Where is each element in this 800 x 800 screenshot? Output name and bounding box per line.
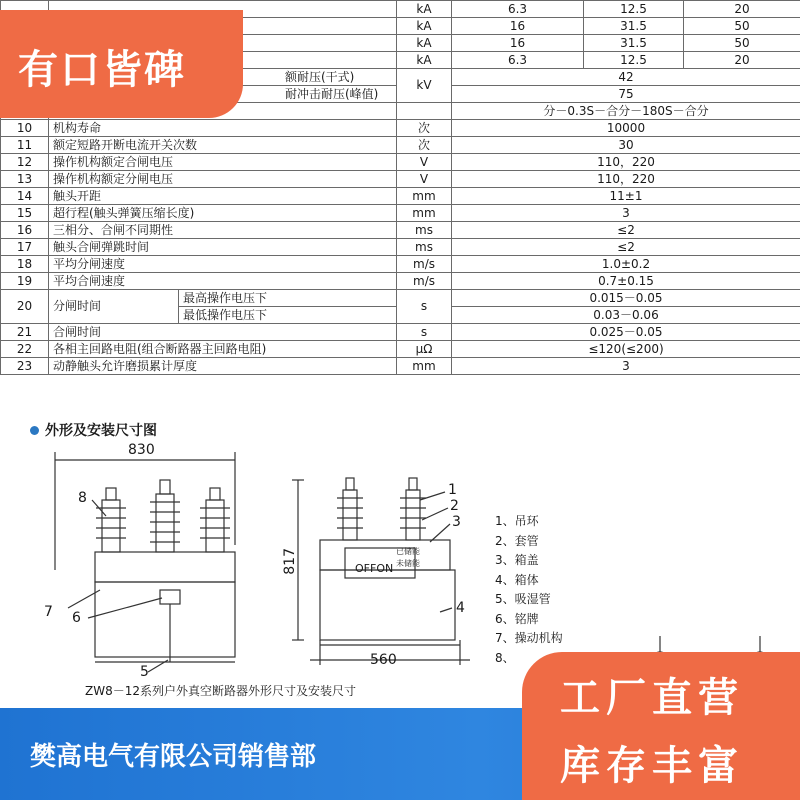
table-row: kA 6.3 12.5 20 bbox=[1, 52, 800, 69]
legend-item: 8、 bbox=[495, 650, 515, 665]
panel-label-uncharged: 未储能 bbox=[396, 559, 420, 568]
badge-right bbox=[522, 652, 800, 800]
table-row: 最低操作电压下 0.03－0.06 bbox=[1, 307, 800, 324]
callout-7: 7 bbox=[44, 604, 53, 620]
legend-item: 3、箱盖 bbox=[495, 553, 539, 567]
side-bushing-left bbox=[337, 478, 363, 540]
legend-item: 1、吊环 bbox=[495, 514, 539, 528]
drawing-caption: ZW8－12系列户外真空断路器外形尺寸及安装尺寸 bbox=[85, 684, 356, 698]
table-row: 17 触头合闸弹跳时间 ms ≤2 bbox=[1, 239, 800, 256]
table-row: 耐冲击耐压(峰值) 75 bbox=[1, 86, 800, 103]
table-row: 18 平均分闸速度 m/s 1.0±0.2 bbox=[1, 256, 800, 273]
table-row: 14 触头开距 mm 11±1 bbox=[1, 188, 800, 205]
badge-right-line2: 库存丰富 bbox=[560, 743, 744, 789]
front-bushing-left bbox=[96, 488, 126, 552]
callout-1: 1 bbox=[448, 482, 457, 498]
badge-right-line1: 工厂直营 bbox=[560, 675, 744, 721]
dimension-width-front: 830 bbox=[128, 442, 155, 458]
table-row: 分－0.3S－合分－180S－合分 bbox=[1, 103, 800, 120]
table-row: 额耐压(干式) kV 42 bbox=[1, 69, 800, 86]
dimension-width-base: 560 bbox=[370, 652, 397, 668]
side-bushing-right bbox=[400, 478, 426, 540]
section-heading bbox=[30, 420, 157, 440]
front-bushing-middle bbox=[150, 480, 180, 552]
bullet-dot-icon bbox=[30, 426, 39, 435]
table-row: 15 超行程(触头弹簧压缩长度) mm 3 bbox=[1, 205, 800, 222]
callout-8: 8 bbox=[78, 490, 87, 506]
panel-label-charged: 已储能 bbox=[396, 547, 420, 556]
table-row: 21 合闸时间 s 0.025－0.05 bbox=[1, 324, 800, 341]
section-title: 外形及安装尺寸图 bbox=[45, 423, 157, 439]
table-row: kA 16 31.5 50 bbox=[1, 35, 800, 52]
table-row: 16 三相分、合闸不同期性 ms ≤2 bbox=[1, 222, 800, 239]
callout-4: 4 bbox=[456, 600, 465, 616]
legend-item: 6、铭牌 bbox=[495, 611, 539, 626]
table-row: kA 6.3 12.5 20 bbox=[1, 1, 800, 18]
legend-item: 5、吸湿管 bbox=[495, 592, 551, 606]
callout-6: 6 bbox=[72, 610, 81, 626]
badge-top bbox=[0, 10, 243, 118]
table-row: 11 额定短路开断电流开关次数 次 30 bbox=[1, 137, 800, 154]
legend-item: 2、套管 bbox=[495, 533, 539, 548]
table-row: 13 操作机构额定分闸电压 V 110，220 bbox=[1, 171, 800, 188]
callout-3: 3 bbox=[452, 514, 461, 530]
panel-text: OFFON bbox=[355, 562, 394, 575]
parts-legend bbox=[495, 512, 563, 668]
legend-item: 7、操动机构 bbox=[495, 631, 563, 645]
table-row: 10 机构寿命 次 10000 bbox=[1, 120, 800, 137]
callout-2: 2 bbox=[450, 498, 459, 514]
dimension-height-side: 817 bbox=[282, 548, 298, 575]
front-bushing-right bbox=[200, 488, 230, 552]
callout-5: 5 bbox=[140, 664, 149, 680]
table-row: 12 操作机构额定合闸电压 V 110，220 bbox=[1, 154, 800, 171]
table-row: kA 16 31.5 50 bbox=[1, 18, 800, 35]
legend-item: 4、箱体 bbox=[495, 572, 539, 587]
company-name: 樊高电气有限公司销售部 bbox=[30, 742, 317, 772]
table-row: 22 各相主回路电阻(组合断路器主回路电阻) μΩ ≤120(≤200) bbox=[1, 341, 800, 358]
table-row: 20 分闸时间 最高操作电压下 s 0.015－0.05 bbox=[1, 290, 800, 307]
table-row: 19 平均合闸速度 m/s 0.7±0.15 bbox=[1, 273, 800, 290]
table-row: 23 动静触头允许磨损累计厚度 mm 3 bbox=[1, 358, 800, 375]
badge-top-text: 有口皆碑 bbox=[18, 47, 186, 93]
